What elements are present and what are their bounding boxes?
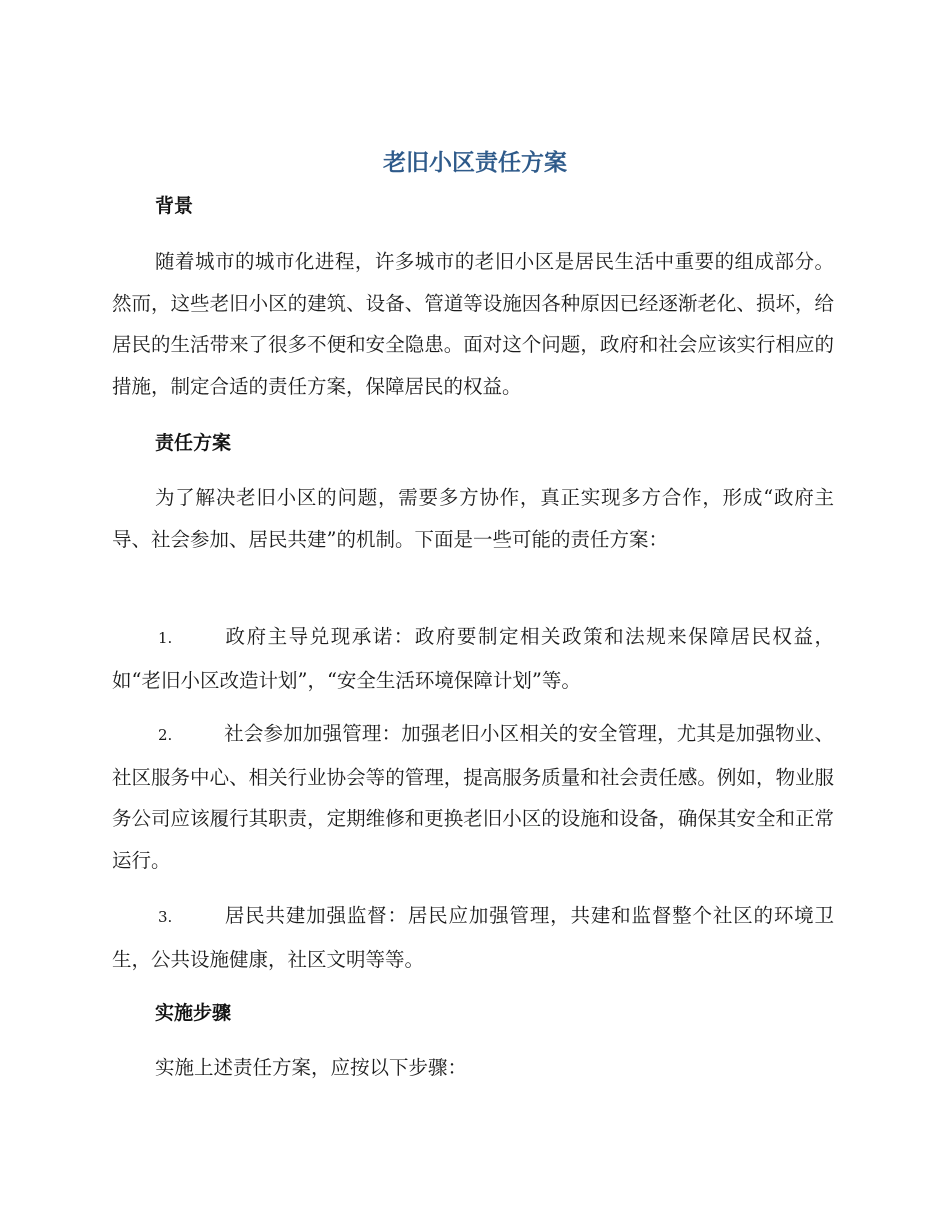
plan-list-item xyxy=(112,616,834,701)
section-heading-background: 背景 xyxy=(155,195,194,217)
list-item-number: 2. xyxy=(158,726,173,744)
plan-list-item xyxy=(112,713,834,881)
plan-list-item xyxy=(112,895,834,980)
document-title: 老旧小区责任方案 xyxy=(383,150,567,176)
steps-paragraph: 实施上述责任方案，应按以下步骤： xyxy=(155,1056,468,1079)
list-item-text: 居民共建加强监督：居民应加强管理，共建和监督整个社区的环境卫生，公共设施健康，社区文明等等。 xyxy=(112,904,834,971)
section-heading-steps: 实施步骤 xyxy=(155,1002,232,1024)
list-item-number: 3. xyxy=(158,908,173,926)
section-heading-plan: 责任方案 xyxy=(155,432,232,454)
list-item-text: 政府主导兑现承诺：政府要制定相关政策和法规来保障居民权益，如“老旧小区改造计划”，“安全生活环境保障计划”等。 xyxy=(112,625,834,692)
list-item-number: 1. xyxy=(158,629,173,647)
background-paragraph: 随着城市的城市化进程，许多城市的老旧小区是居民生活中重要的组成部分。然而，这些老旧小区的建筑、设备、管道等设施因各种原因已经逐渐老化、损坏，给居民的生活带来了很多不便和安全隐患。面对这个问题，政府和社会应该实行相应的措施，制定合适的责任方案，保障居民的权益。 xyxy=(112,250,834,398)
list-item-text: 社会参加加强管理：加强老旧小区相关的安全管理，尤其是加强物业、社区服务中心、相关行业协会等的管理，提高服务质量和社会责任感。例如，物业服务公司应该履行其职责，定期维修和更换老旧小区的设施和设备，确保其安全和正常运行。 xyxy=(112,722,834,872)
plan-intro-paragraph: 为了解决老旧小区的问题，需要多方协作，真正实现多方合作，形成“政府主导、社会参加、居民共建”的机制。下面是一些可能的责任方案： xyxy=(112,486,834,551)
